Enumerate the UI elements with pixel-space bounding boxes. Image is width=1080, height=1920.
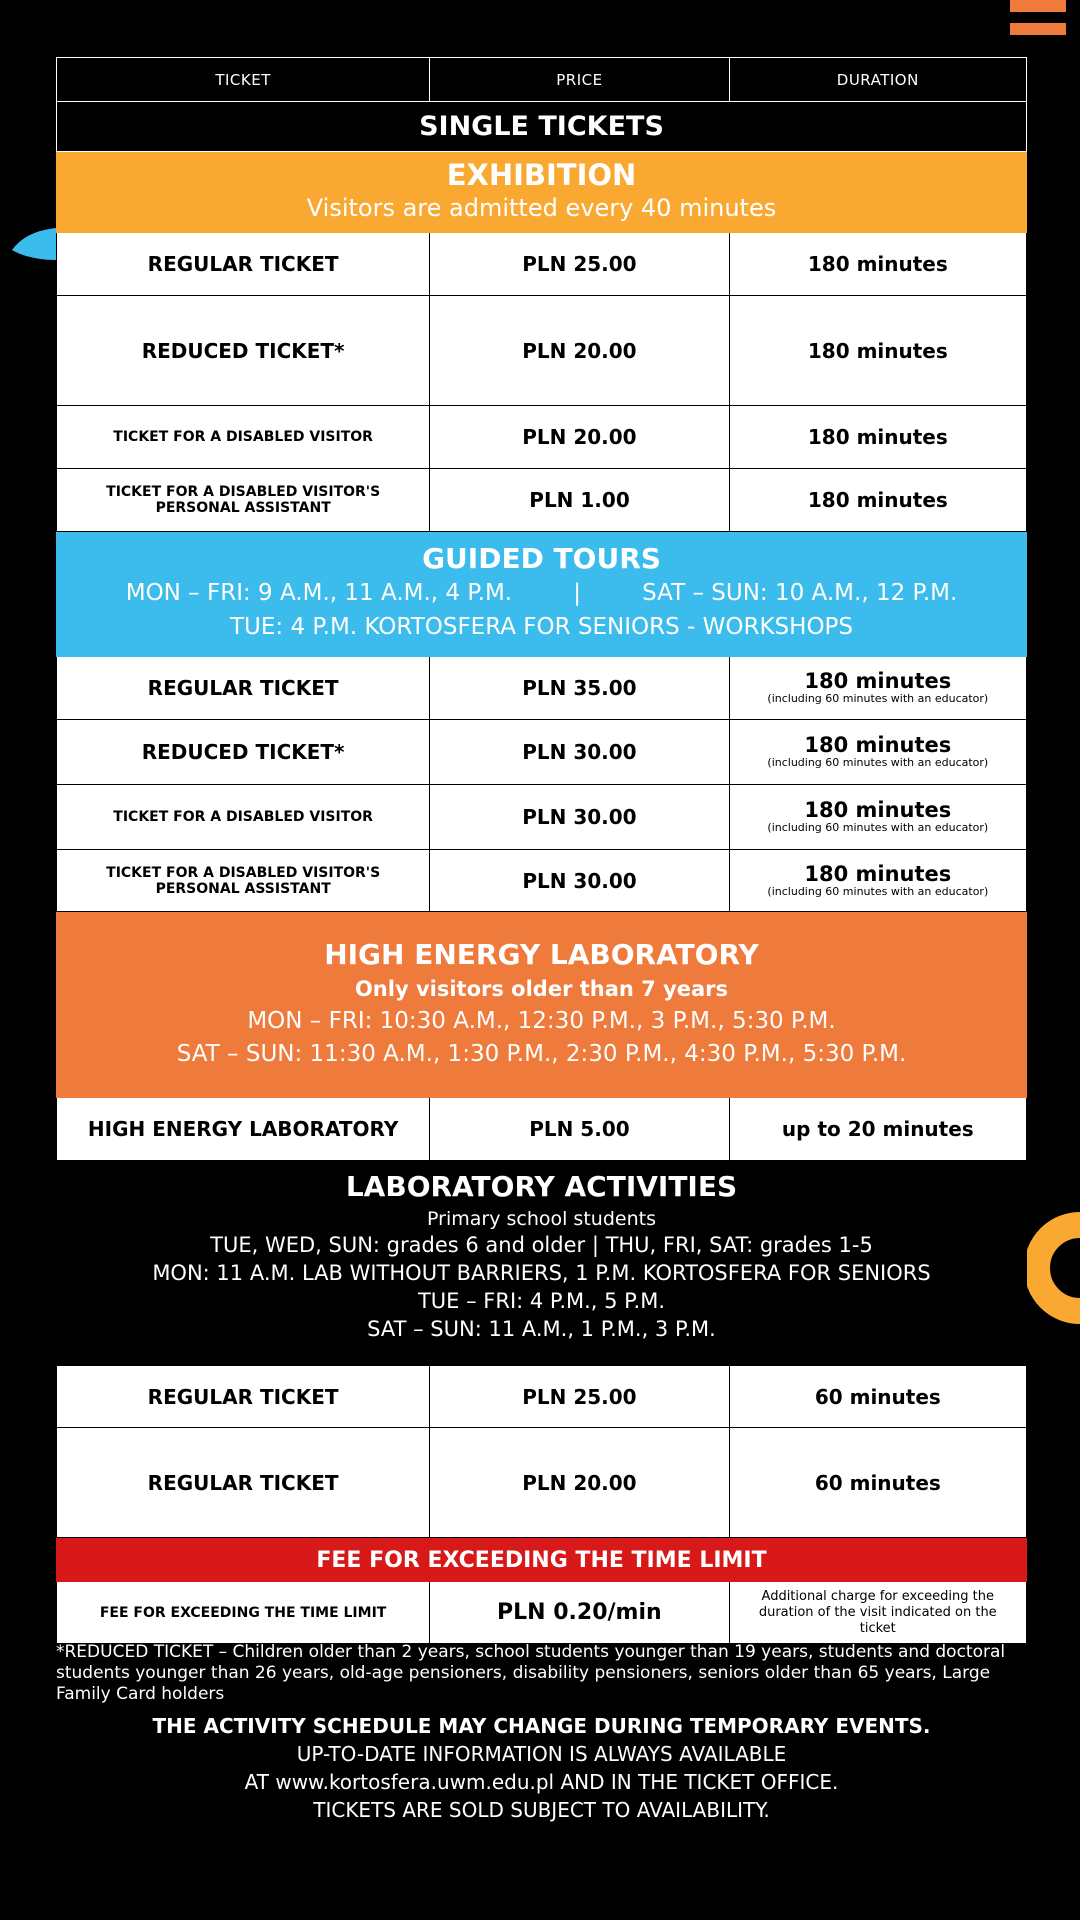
- duration-value: 180 minutes: [804, 798, 952, 822]
- schedule-seniors: TUE: 4 P.M. KORTOSFERA FOR SENIORS - WORKSHOPS: [229, 614, 854, 640]
- single-tickets-heading: SINGLE TICKETS: [56, 102, 1027, 152]
- ticket-duration: [730, 850, 1026, 911]
- info-line: AT www.kortosfera.uwm.edu.pl AND IN THE TICKET OFFICE.: [244, 1770, 839, 1794]
- ticket-name: REDUCED TICKET*: [57, 720, 430, 784]
- table-row: [56, 720, 1027, 785]
- ticket-name: TICKET FOR A DISABLED VISITOR: [57, 406, 430, 468]
- duration-value: 180 minutes: [804, 861, 952, 886]
- ticket-duration: 180 minutes: [807, 252, 948, 276]
- ticket-price: PLN 1.00: [430, 469, 729, 531]
- ticket-price: PLN 35.00: [430, 657, 729, 719]
- high-energy-lab-title: HIGH ENERGY LABORATORY: [324, 938, 759, 971]
- ticket-name: TICKET FOR A DISABLED VISITOR: [57, 785, 430, 849]
- schedule-separator: |: [573, 580, 581, 606]
- lab-activities-title: LABORATORY ACTIVITIES: [345, 1170, 738, 1203]
- ticket-duration: [730, 720, 1026, 784]
- table-row: [56, 1582, 1027, 1644]
- ticket-duration: [730, 657, 1026, 719]
- info-line: UP-TO-DATE INFORMATION IS ALWAYS AVAILABLE: [296, 1742, 787, 1766]
- ticket-name: REDUCED TICKET*: [57, 296, 430, 405]
- exhibition-subtitle: Visitors are admitted every 40 minutes: [306, 194, 777, 222]
- lab-activities-line: SAT – SUN: 11 A.M., 1 P.M., 3 P.M.: [367, 1317, 716, 1341]
- duration-note: (including 60 minutes with an educator): [767, 692, 989, 705]
- ticket-price: PLN 20.00: [430, 296, 729, 405]
- table-header: [56, 57, 1027, 102]
- schedule-weekday: MON – FRI: 9 A.M., 11 A.M., 4 P.M.: [125, 580, 513, 606]
- table-row: [56, 469, 1027, 532]
- table-row: [56, 1365, 1027, 1428]
- lab-activities-band: [56, 1161, 1027, 1365]
- ticket-name: REGULAR TICKET: [57, 1366, 430, 1427]
- fee-band: FEE FOR EXCEEDING THE TIME LIMIT: [56, 1538, 1027, 1582]
- ticket-duration: 180 minutes: [807, 338, 948, 363]
- exhibition-title: EXHIBITION: [446, 158, 637, 192]
- lab-activities-line: TUE, WED, SUN: grades 6 and older | THU, FRI, SAT: grades 1-5: [210, 1233, 873, 1257]
- duration-note: (including 60 minutes with an educator): [767, 884, 989, 898]
- table-row: [56, 657, 1027, 720]
- table-row: [56, 406, 1027, 469]
- table-row: [56, 1428, 1027, 1538]
- ticket-duration: [730, 785, 1026, 849]
- table-row: [56, 850, 1027, 912]
- lab-activities-line: TUE – FRI: 4 P.M., 5 P.M.: [417, 1289, 666, 1313]
- ticket-price: PLN 30.00: [430, 850, 729, 911]
- ticket-price: PLN 5.00: [430, 1098, 729, 1160]
- guided-tours-title: GUIDED TOURS: [422, 542, 661, 575]
- ticket-price: PLN 0.20/min: [430, 1582, 729, 1643]
- ticket-duration: 60 minutes: [814, 1470, 941, 1495]
- duration-note: (including 60 minutes with an educator): [767, 821, 989, 834]
- decorative-orange-bar: [1010, 0, 1066, 12]
- ticket-duration: up to 20 minutes: [781, 1117, 974, 1141]
- schedule-weekday: MON – FRI: 10:30 A.M., 12:30 P.M., 3 P.M., 5:30 P.M.: [247, 1008, 836, 1034]
- high-energy-lab-band: [56, 912, 1027, 1098]
- guided-tours-schedule: [56, 576, 1027, 610]
- ticket-duration: 60 minutes: [814, 1384, 941, 1409]
- ticket-price-table: [56, 57, 1027, 1644]
- table-row: [56, 296, 1027, 406]
- duration-note: (including 60 minutes with an educator): [767, 756, 989, 769]
- lab-activities-line: MON: 11 A.M. LAB WITHOUT BARRIERS, 1 P.M. KORTOSFERA FOR SENIORS: [152, 1261, 931, 1285]
- header-price: PRICE: [430, 58, 729, 101]
- schedule-weekend: SAT – SUN: 10 A.M., 12 P.M.: [642, 580, 958, 606]
- decorative-blue-shape: [8, 228, 56, 260]
- header-ticket: TICKET: [57, 58, 430, 101]
- ticket-price: PLN 30.00: [430, 785, 729, 849]
- ticket-duration: Additional charge for exceeding the duration of the visit indicated on the ticket: [758, 1588, 997, 1636]
- ticket-price: PLN 30.00: [430, 720, 729, 784]
- ticket-name: REGULAR TICKET: [57, 233, 430, 295]
- schedule-warning: THE ACTIVITY SCHEDULE MAY CHANGE DURING TEMPORARY EVENTS.: [152, 1714, 931, 1738]
- ticket-price: PLN 20.00: [430, 406, 729, 468]
- ticket-name: HIGH ENERGY LABORATORY: [57, 1098, 430, 1160]
- ticket-price: PLN 25.00: [430, 1366, 729, 1427]
- duration-value: 180 minutes: [804, 733, 952, 757]
- ticket-duration: 180 minutes: [807, 425, 948, 449]
- schedule-notes: [56, 1712, 1027, 1824]
- ticket-price: PLN 25.00: [430, 233, 729, 295]
- ticket-name: TICKET FOR A DISABLED VISITOR'S PERSONAL ASSISTANT: [57, 469, 430, 531]
- ticket-name: REGULAR TICKET: [57, 657, 430, 719]
- schedule-weekend: SAT – SUN: 11:30 A.M., 1:30 P.M., 2:30 P.M., 4:30 P.M., 5:30 P.M.: [176, 1041, 907, 1067]
- header-duration: DURATION: [836, 70, 919, 89]
- info-line: TICKETS ARE SOLD SUBJECT TO AVAILABILITY.: [313, 1798, 770, 1822]
- ticket-duration: 180 minutes: [807, 488, 948, 512]
- ticket-name: FEE FOR EXCEEDING THE TIME LIMIT: [57, 1582, 430, 1643]
- table-row: [56, 1098, 1027, 1161]
- exhibition-band: [56, 152, 1027, 233]
- table-row: [56, 785, 1027, 850]
- duration-value: 180 minutes: [804, 669, 952, 693]
- ticket-name: REGULAR TICKET: [57, 1428, 430, 1537]
- decorative-orange-ring: [1024, 1212, 1080, 1324]
- high-energy-lab-subtitle: Only visitors older than 7 years: [354, 977, 729, 1001]
- reduced-ticket-footnote: *REDUCED TICKET – Children older than 2 years, school students younger than 19 years, students and doctoral students younger than 26 years, old-age pensioners, disability pensioners, seniors older than 65 years, Large Family Card holders: [56, 1642, 1006, 1704]
- guided-tours-band: [56, 532, 1027, 657]
- decorative-orange-bar: [1010, 23, 1066, 35]
- table-row: [56, 233, 1027, 296]
- ticket-price: PLN 20.00: [430, 1428, 729, 1537]
- lab-activities-subtitle: Primary school students: [427, 1208, 656, 1230]
- ticket-name: TICKET FOR A DISABLED VISITOR'S PERSONAL ASSISTANT: [57, 850, 430, 911]
